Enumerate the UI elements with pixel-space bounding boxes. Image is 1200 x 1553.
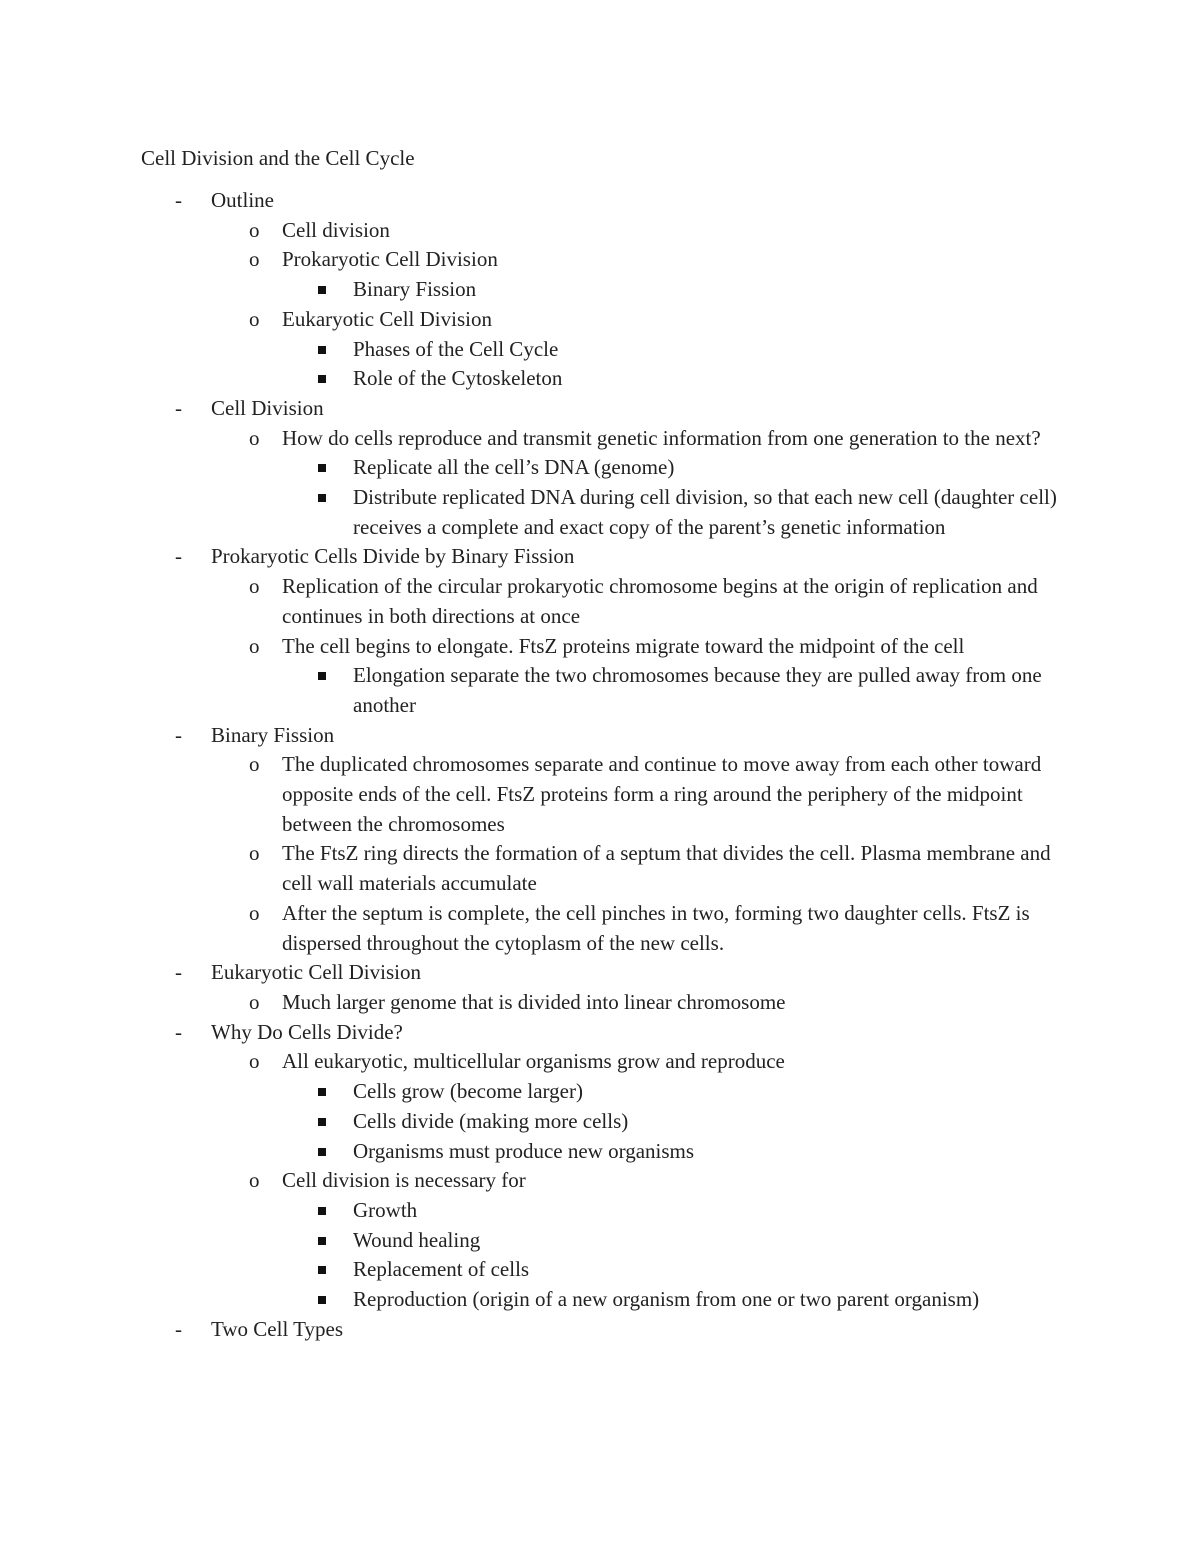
outline-item-text: Reproduction (origin of a new organism from one or two parent organism): [353, 1287, 980, 1312]
square-bullet-icon: [318, 1266, 326, 1274]
outline-item-text: Much larger genome that is divided into linear chromosome: [282, 989, 786, 1014]
circle-bullet: o: [249, 217, 260, 242]
outline-item-level-2: [0, 245, 1200, 275]
square-bullet-icon: [318, 1148, 326, 1156]
outline-item-text: Distribute replicated DNA during cell division, so that each new cell (daughter cell) receives a complete and exact copy of the parent’s genetic information: [353, 485, 1057, 539]
outline-list: [0, 186, 1200, 1344]
outline-item-text: Organisms must produce new organisms: [353, 1138, 695, 1163]
outline-item-text: Growth: [353, 1197, 418, 1222]
outline-item-level-2: [0, 988, 1200, 1018]
outline-item-level-2: [0, 1047, 1200, 1077]
outline-item-level-3: [0, 1107, 1200, 1137]
outline-item-level-3: [0, 1196, 1200, 1226]
outline-item-level-3: [0, 483, 1200, 542]
outline-item-level-3: [0, 661, 1200, 720]
outline-item-text: Why Do Cells Divide?: [211, 1019, 403, 1044]
outline-item-text: Replicate all the cell’s DNA (genome): [353, 455, 675, 480]
outline-item-level-2: [0, 632, 1200, 662]
outline-item-text: Wound healing: [353, 1227, 481, 1252]
outline-item-level-2: [0, 899, 1200, 958]
square-bullet-icon: [318, 672, 326, 680]
square-bullet-icon: [318, 1296, 326, 1304]
dash-bullet: -: [175, 1316, 182, 1341]
outline-item-level-3: [0, 1226, 1200, 1256]
outline-item-text: Phases of the Cell Cycle: [353, 336, 559, 361]
outline-item-text: Prokaryotic Cell Division: [282, 247, 498, 272]
dash-bullet: -: [175, 1019, 182, 1044]
outline-item-text: The cell begins to elongate. FtsZ proteins migrate toward the midpoint of the cell: [282, 633, 965, 658]
outline-item-level-3: [0, 453, 1200, 483]
circle-bullet: o: [249, 633, 260, 658]
outline-item-text: Cells grow (become larger): [353, 1079, 583, 1104]
outline-item-text: The FtsZ ring directs the formation of a septum that divides the cell. Plasma membrane and cell wall materials accumulate: [282, 841, 1051, 896]
outline-item-level-1: [0, 542, 1200, 572]
outline-item-level-3: [0, 275, 1200, 305]
outline-item-text: Binary Fission: [353, 277, 477, 302]
outline-item-level-1: [0, 1018, 1200, 1048]
outline-item-text: All eukaryotic, multicellular organisms grow and reproduce: [282, 1049, 785, 1074]
outline-item-level-2: [0, 216, 1200, 246]
dash-bullet: -: [175, 188, 182, 212]
outline-item-text: Cell division: [282, 217, 390, 242]
outline-item-text: Prokaryotic Cells Divide by Binary Fission: [211, 544, 575, 569]
outline-item-text: Binary Fission: [211, 722, 335, 747]
square-bullet-icon: [318, 1207, 326, 1215]
outline-item-text: Cell division is necessary for: [282, 1168, 526, 1193]
outline-item-text: After the septum is complete, the cell pinches in two, forming two daughter cells. FtsZ is dispersed throughout the cytoplasm of the new cells.: [282, 900, 1030, 955]
outline-item-level-1: [0, 1315, 1200, 1345]
square-bullet-icon: [318, 286, 326, 294]
square-bullet-icon: [318, 346, 326, 354]
square-bullet-icon: [318, 1088, 326, 1096]
dash-bullet: -: [175, 395, 182, 420]
circle-bullet: o: [249, 752, 260, 777]
outline-item-level-3: [0, 1137, 1200, 1167]
outline-item-level-2: [0, 839, 1200, 898]
outline-item-level-3: [0, 364, 1200, 394]
outline-item-text: Elongation separate the two chromosomes because they are pulled away from one another: [353, 663, 1042, 717]
dash-bullet: -: [175, 722, 182, 747]
circle-bullet: o: [249, 900, 260, 925]
outline-item-level-2: [0, 750, 1200, 839]
circle-bullet: o: [249, 574, 260, 599]
outline-item-text: Outline: [211, 188, 274, 212]
outline-item-level-3: [0, 1285, 1200, 1315]
outline-item-level-1: [0, 721, 1200, 751]
outline-item-text: The duplicated chromosomes separate and continue to move away from each other toward opposite ends of the cell. FtsZ proteins form a ring around the periphery of the midpoint between the chromosomes: [282, 752, 1042, 836]
outline-item-text: Eukaryotic Cell Division: [282, 306, 492, 331]
circle-bullet: o: [249, 1049, 260, 1074]
outline-item-level-1: [0, 958, 1200, 988]
square-bullet-icon: [318, 375, 326, 383]
outline-item-level-2: [0, 424, 1200, 454]
dash-bullet: -: [175, 544, 182, 569]
circle-bullet: o: [249, 247, 260, 272]
outline-item-text: Role of the Cytoskeleton: [353, 366, 563, 391]
square-bullet-icon: [318, 464, 326, 472]
outline-item-level-2: [0, 572, 1200, 631]
square-bullet-icon: [318, 1237, 326, 1245]
outline-item-level-3: [0, 1255, 1200, 1285]
outline-item-level-3: [0, 335, 1200, 365]
outline-item-text: Replication of the circular prokaryotic chromosome begins at the origin of replication and continues in both directions at once: [282, 574, 1038, 628]
circle-bullet: o: [249, 306, 260, 331]
document-title: Cell Division and the Cell Cycle: [141, 146, 415, 170]
outline-item-text: Replacement of cells: [353, 1257, 530, 1282]
dash-bullet: -: [175, 960, 182, 985]
circle-bullet: o: [249, 425, 260, 450]
outline-item-level-3: [0, 1077, 1200, 1107]
circle-bullet: o: [249, 1168, 260, 1193]
outline-item-level-1: [0, 186, 1200, 216]
square-bullet-icon: [318, 494, 326, 502]
square-bullet-icon: [318, 1118, 326, 1126]
outline-item-text: Cell Division: [211, 395, 324, 420]
outline-item-level-2: [0, 1166, 1200, 1196]
outline-item-text: Cells divide (making more cells): [353, 1108, 629, 1133]
outline-item-text: Two Cell Types: [211, 1316, 343, 1341]
outline-item-level-1: [0, 394, 1200, 424]
outline-item-text: Eukaryotic Cell Division: [211, 960, 421, 985]
circle-bullet: o: [249, 989, 260, 1014]
outline-item-level-2: [0, 305, 1200, 335]
circle-bullet: o: [249, 841, 260, 866]
outline-item-text: How do cells reproduce and transmit genetic information from one generation to the next?: [282, 425, 1041, 450]
